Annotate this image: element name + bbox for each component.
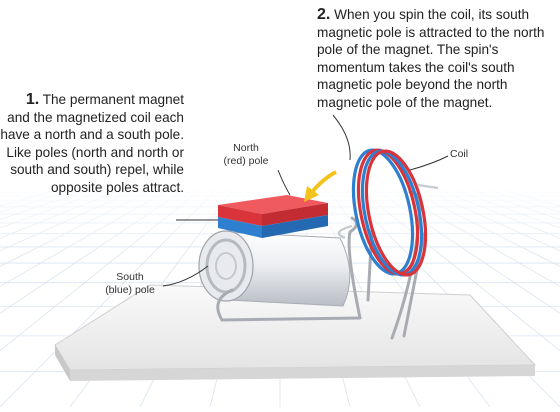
callout-two [317, 6, 560, 112]
callout-two-text: When you spin the coil, its south magnetic pole is attracted to the north pole of the magnet. The spin's momentum takes the coil's south magnetic pole beyond the north magnetic pole of the magnet. [317, 7, 545, 110]
south-pole-label-line2: (blue) pole [105, 284, 155, 296]
callout-one-number: 1. [25, 91, 40, 108]
south-pole-label-line1: South [116, 271, 144, 283]
callout-one-text: The permanent magnet and the magnetized coil each have a north and a south pole. Like poles (north and north or south and south) repel, while opposite poles attract. [0, 92, 184, 195]
north-pole-label-line2: (red) pole [223, 155, 269, 167]
callout-two-number: 2. [317, 6, 331, 23]
battery [199, 231, 350, 306]
south-pole-label [90, 271, 170, 297]
north-pole-label [206, 142, 286, 168]
north-pole-label-line1: North [233, 142, 259, 154]
callout-one [0, 91, 184, 197]
coil-label: Coil [450, 148, 469, 160]
